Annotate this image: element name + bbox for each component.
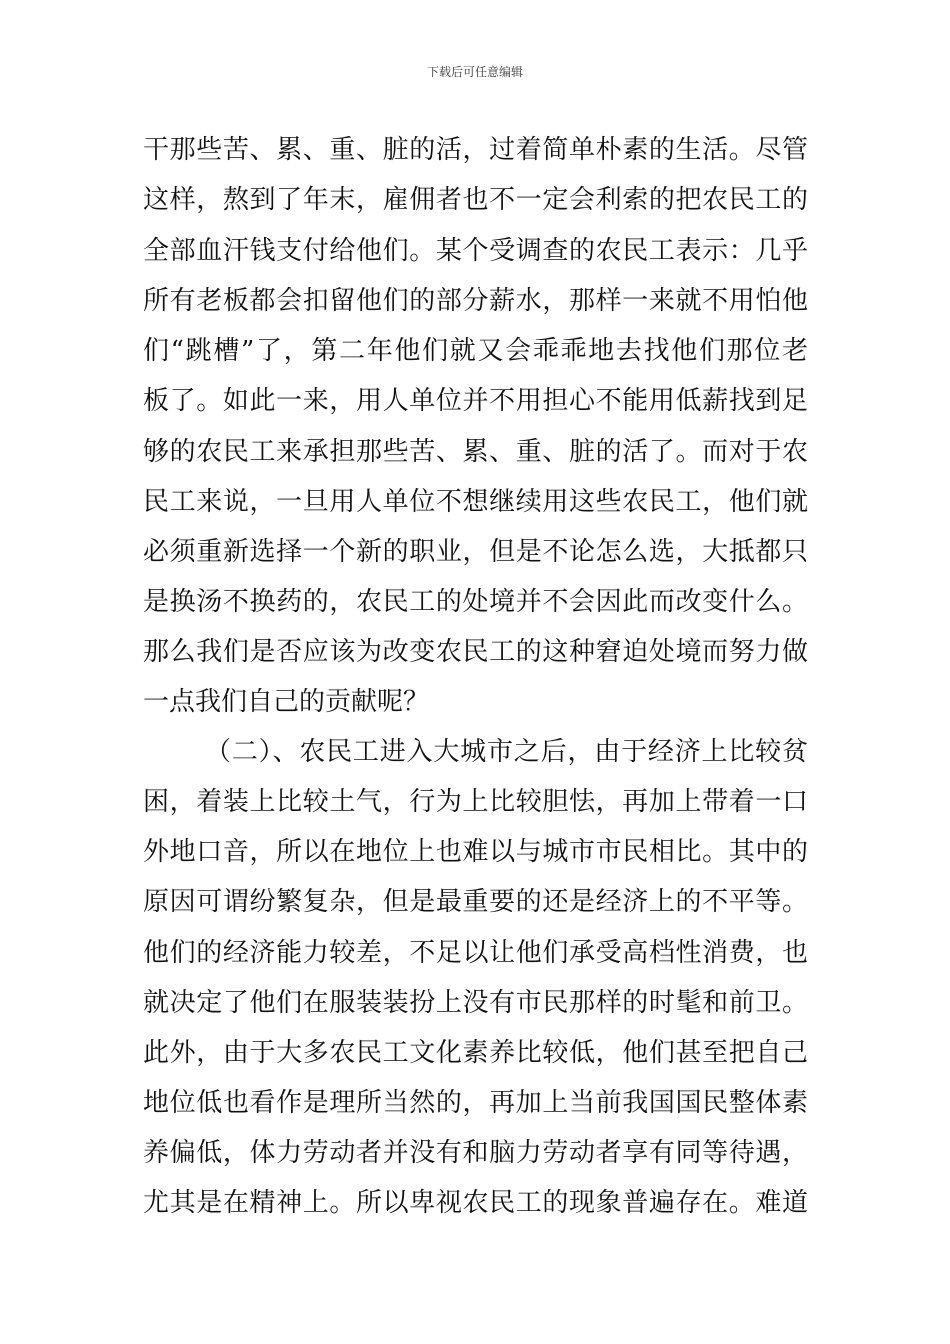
text-line: 是换汤不换药的，农民工的处境并不会因此而改变什么。 (143, 587, 808, 617)
text-line: 这样，熬到了年末，雇佣者也不一定会利索的把农民工的 (143, 185, 808, 215)
text-line: 就决定了他们在服装装扮上没有市民那样的时髦和前卫。 (143, 988, 808, 1018)
text-line: 养偏低，体力劳动者并没有和脑力劳动者享有同等待遇， (143, 1138, 808, 1168)
text-line: 此外，由于大多农民工文化素养比较低，他们甚至把自己 (143, 1038, 808, 1068)
text-line: 那么我们是否应该为改变农民工的这种窘迫处境而努力做 (143, 637, 808, 667)
text-line: 地位低也看作是理所当然的，再加上当前我国国民整体素 (143, 1088, 808, 1118)
text-line: 尤其是在精神上。所以卑视农民工的现象普遍存在。难道 (143, 1188, 808, 1218)
text-line: （二）、农民工进入大城市之后，由于经济上比较贫 (205, 737, 808, 767)
text-line: 必须重新选择一个新的职业，但是不论怎么选，大抵都只 (143, 537, 808, 567)
text-line: 们“跳槽”了，第二年他们就又会乖乖地去找他们那位老 (143, 336, 808, 366)
text-line: 板了。如此一来，用人单位并不用担心不能用低薪找到足 (143, 386, 808, 416)
text-line: 一点我们自己的贡献呢？ (143, 687, 430, 717)
text-line: 外地口音，所以在地位上也难以与城市市民相比。其中的 (143, 837, 808, 867)
page-header-note: 下载后可任意编辑 (426, 65, 523, 79)
text-line: 他们的经济能力较差，不足以让他们承受高档性消费，也 (143, 938, 808, 968)
text-line: 民工来说，一旦用人单位不想继续用这些农民工，他们就 (143, 487, 808, 517)
text-line: 够的农民工来承担那些苦、累、重、脏的活了。而对于农 (143, 437, 808, 467)
text-line: 干那些苦、累、重、脏的活，过着简单朴素的生活。尽管 (143, 135, 808, 165)
text-line: 所有老板都会扣留他们的部分薪水，那样一来就不用怕他 (143, 286, 808, 316)
text-line: 原因可谓纷繁复杂，但是最重要的还是经济上的不平等。 (143, 887, 808, 917)
text-line: 全部血汗钱支付给他们。某个受调查的农民工表示：几乎 (143, 236, 808, 266)
text-line: 困，着装上比较土气，行为上比较胆怯，再加上带着一口 (143, 787, 808, 817)
